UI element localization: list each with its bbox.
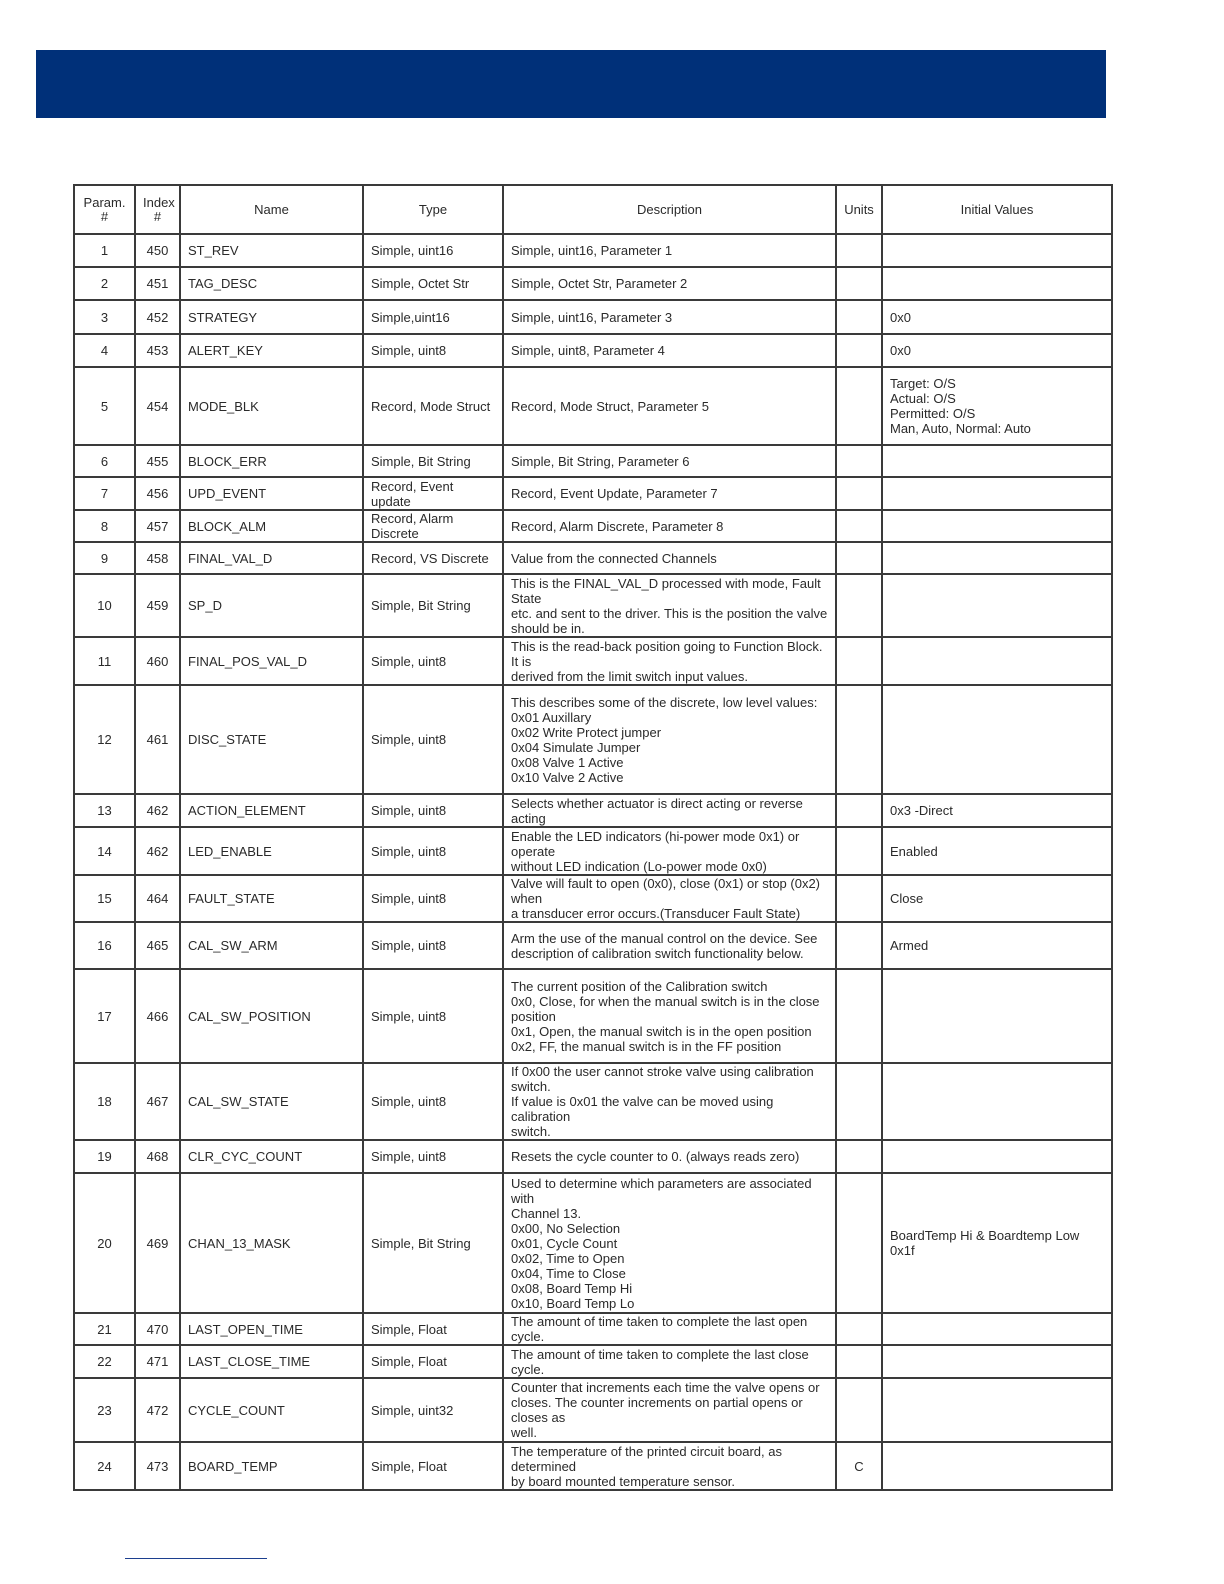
description-line: switch. xyxy=(511,1124,551,1139)
description-line: Channel 13. xyxy=(511,1205,582,1221)
cell-index: 457 xyxy=(135,510,180,542)
cell-index: 464 xyxy=(135,875,180,922)
cell-index: 471 xyxy=(135,1345,180,1378)
cell-name: FINAL_VAL_D xyxy=(180,542,363,574)
cell-units xyxy=(836,234,882,267)
initial-value-line: Man, Auto, Normal: Auto xyxy=(890,421,1031,436)
cell-param: 10 xyxy=(74,574,135,637)
description-line: The temperature of the printed circuit board, as determined xyxy=(511,1443,782,1474)
cell-description xyxy=(503,685,836,794)
header-type: Type xyxy=(363,185,503,234)
table-row xyxy=(74,1063,1112,1140)
cell-description xyxy=(503,875,836,922)
cell-index: 451 xyxy=(135,267,180,300)
header-description: Description xyxy=(503,185,836,234)
cell-description xyxy=(503,1063,836,1140)
cell-param: 22 xyxy=(74,1345,135,1378)
table-row xyxy=(74,367,1112,445)
description-line: Simple, uint8, Parameter 4 xyxy=(511,343,665,358)
cell-type: Simple, Float xyxy=(363,1313,503,1345)
cell-units xyxy=(836,922,882,969)
header-param xyxy=(74,185,135,234)
cell-units: C xyxy=(836,1442,882,1490)
footer-rule xyxy=(125,1558,267,1559)
cell-param: 11 xyxy=(74,637,135,685)
cell-units xyxy=(836,300,882,334)
cell-type: Simple, Bit String xyxy=(363,445,503,477)
cell-type: Simple, uint16 xyxy=(363,234,503,267)
cell-initial-values xyxy=(882,510,1112,542)
cell-initial-values xyxy=(882,574,1112,637)
cell-name: UPD_EVENT xyxy=(180,477,363,510)
cell-units xyxy=(836,542,882,574)
header-initial-values: Initial Values xyxy=(882,185,1112,234)
cell-param: 7 xyxy=(74,477,135,510)
cell-description xyxy=(503,234,836,267)
cell-type: Simple, uint8 xyxy=(363,334,503,367)
description-line: 0x02, Time to Open xyxy=(511,1250,625,1266)
cell-units xyxy=(836,875,882,922)
cell-units xyxy=(836,969,882,1063)
header-param-label: Param. # xyxy=(83,194,126,224)
cell-units xyxy=(836,1173,882,1313)
description-line: Simple, Bit String, Parameter 6 xyxy=(511,453,690,469)
cell-description xyxy=(503,922,836,969)
table-row xyxy=(74,477,1112,510)
cell-name: CAL_SW_STATE xyxy=(180,1063,363,1140)
cell-units xyxy=(836,1063,882,1140)
table-row xyxy=(74,510,1112,542)
cell-index: 465 xyxy=(135,922,180,969)
cell-type: Simple, Bit String xyxy=(363,574,503,637)
cell-description xyxy=(503,367,836,445)
cell-param: 3 xyxy=(74,300,135,334)
description-line: 0x10 Valve 2 Active xyxy=(511,769,624,785)
cell-initial-values xyxy=(882,1140,1112,1173)
header-units: Units xyxy=(836,185,882,234)
cell-description xyxy=(503,574,836,637)
description-line: should be in. xyxy=(511,620,585,636)
cell-name: BLOCK_ALM xyxy=(180,510,363,542)
description-line: Simple, Octet Str, Parameter 2 xyxy=(511,276,688,291)
cell-index: 450 xyxy=(135,234,180,267)
cell-units xyxy=(836,685,882,794)
cell-type: Simple,uint16 xyxy=(363,300,503,334)
cell-initial-values xyxy=(882,334,1112,367)
description-line: Selects whether actuator is direct acting or reverse acting xyxy=(511,795,803,826)
cell-units xyxy=(836,510,882,542)
description-line: This describes some of the discrete, low level values: xyxy=(511,694,818,710)
description-line: Record, Alarm Discrete, Parameter 8 xyxy=(511,518,724,534)
description-line: Record, Mode Struct, Parameter 5 xyxy=(511,398,709,414)
description-line: Value from the connected Channels xyxy=(511,550,717,566)
cell-description xyxy=(503,969,836,1063)
table-row xyxy=(74,300,1112,334)
description-line: 0x08, Board Temp Hi xyxy=(511,1280,633,1296)
cell-index: 470 xyxy=(135,1313,180,1345)
cell-type: Record, Event update xyxy=(363,477,503,510)
cell-param: 12 xyxy=(74,685,135,794)
cell-index: 458 xyxy=(135,542,180,574)
header-index xyxy=(135,185,180,234)
cell-name: LAST_CLOSE_TIME xyxy=(180,1345,363,1378)
cell-name: CHAN_13_MASK xyxy=(180,1173,363,1313)
cell-param: 9 xyxy=(74,542,135,574)
cell-units xyxy=(836,334,882,367)
cell-type: Simple, uint32 xyxy=(363,1378,503,1442)
cell-name: SP_D xyxy=(180,574,363,637)
description-line: position xyxy=(511,1008,556,1024)
cell-name: LED_ENABLE xyxy=(180,827,363,875)
parameter-table xyxy=(73,184,1113,1491)
cell-param: 23 xyxy=(74,1378,135,1442)
table-row xyxy=(74,922,1112,969)
cell-description xyxy=(503,1313,836,1345)
cell-initial-values xyxy=(882,445,1112,477)
cell-description xyxy=(503,827,836,875)
table-header-row xyxy=(74,185,1112,234)
table-row xyxy=(74,637,1112,685)
cell-param: 21 xyxy=(74,1313,135,1345)
cell-initial-values xyxy=(882,969,1112,1063)
cell-param: 13 xyxy=(74,794,135,827)
description-line: The amount of time taken to complete the last close cycle. xyxy=(511,1346,809,1377)
cell-initial-values xyxy=(882,875,1112,922)
cell-type: Record, VS Discrete xyxy=(363,542,503,574)
cell-param: 19 xyxy=(74,1140,135,1173)
cell-param: 17 xyxy=(74,969,135,1063)
cell-type: Simple, uint8 xyxy=(363,827,503,875)
initial-value-line: 0x1f xyxy=(890,1243,915,1258)
initial-value-line: Armed xyxy=(890,938,929,953)
cell-param: 24 xyxy=(74,1442,135,1490)
cell-description xyxy=(503,1140,836,1173)
cell-index: 455 xyxy=(135,445,180,477)
cell-name: LAST_OPEN_TIME xyxy=(180,1313,363,1345)
table-body xyxy=(74,234,1112,1490)
description-line: Arm the use of the manual control on the device. See xyxy=(511,930,818,946)
cell-index: 472 xyxy=(135,1378,180,1442)
description-line: Counter that increments each time the valve opens or xyxy=(511,1380,820,1395)
description-line: If 0x00 the user cannot stroke valve using calibration switch. xyxy=(511,1064,814,1094)
cell-index: 452 xyxy=(135,300,180,334)
table-row xyxy=(74,1442,1112,1490)
cell-param: 18 xyxy=(74,1063,135,1140)
initial-value-line: 0x3 -Direct xyxy=(890,803,953,818)
cell-type: Simple, Float xyxy=(363,1442,503,1490)
description-line: etc. and sent to the driver. This is the position the valve xyxy=(511,605,828,621)
description-line: Record, Event Update, Parameter 7 xyxy=(511,486,718,501)
header-name: Name xyxy=(180,185,363,234)
cell-index: 473 xyxy=(135,1442,180,1490)
cell-name: TAG_DESC xyxy=(180,267,363,300)
initial-value-line: BoardTemp Hi & Boardtemp Low xyxy=(890,1228,1080,1243)
cell-type: Record, Alarm Discrete xyxy=(363,510,503,542)
cell-description xyxy=(503,300,836,334)
cell-initial-values xyxy=(882,477,1112,510)
table-row xyxy=(74,267,1112,300)
cell-description xyxy=(503,1378,836,1442)
cell-description xyxy=(503,445,836,477)
cell-index: 460 xyxy=(135,637,180,685)
cell-name: FINAL_POS_VAL_D xyxy=(180,637,363,685)
cell-name: MODE_BLK xyxy=(180,367,363,445)
cell-index: 468 xyxy=(135,1140,180,1173)
cell-initial-values xyxy=(882,267,1112,300)
cell-description xyxy=(503,334,836,367)
cell-type: Simple, uint8 xyxy=(363,794,503,827)
table-row xyxy=(74,334,1112,367)
table-row xyxy=(74,1173,1112,1313)
cell-param: 5 xyxy=(74,367,135,445)
description-line: Enable the LED indicators (hi-power mode 0x1) or operate xyxy=(511,828,800,859)
cell-type: Simple, Float xyxy=(363,1345,503,1378)
cell-initial-values xyxy=(882,1378,1112,1442)
cell-type: Simple, uint8 xyxy=(363,1140,503,1173)
cell-initial-values xyxy=(882,1345,1112,1378)
cell-initial-values xyxy=(882,1063,1112,1140)
cell-description xyxy=(503,1173,836,1313)
cell-type: Record, Mode Struct xyxy=(363,367,503,445)
initial-value-line: 0x0 xyxy=(890,343,911,358)
cell-name: BLOCK_ERR xyxy=(180,445,363,477)
description-line: 0x1, Open, the manual switch is in the open position xyxy=(511,1023,812,1039)
header-index-label: Index # xyxy=(143,194,175,224)
cell-description xyxy=(503,542,836,574)
cell-description xyxy=(503,1442,836,1490)
cell-initial-values xyxy=(882,922,1112,969)
cell-param: 4 xyxy=(74,334,135,367)
cell-initial-values xyxy=(882,1313,1112,1345)
table-row xyxy=(74,794,1112,827)
cell-name: BOARD_TEMP xyxy=(180,1442,363,1490)
cell-type: Simple, Bit String xyxy=(363,1173,503,1313)
cell-index: 466 xyxy=(135,969,180,1063)
cell-type: Simple, uint8 xyxy=(363,685,503,794)
initial-value-line: Actual: O/S xyxy=(890,391,956,406)
header-bar xyxy=(36,50,1106,118)
cell-name: FAULT_STATE xyxy=(180,875,363,922)
description-line: 0x00, No Selection xyxy=(511,1220,621,1236)
description-line: 0x01 Auxillary xyxy=(511,709,592,725)
description-line: Simple, uint16, Parameter 3 xyxy=(511,309,673,325)
initial-value-line: Close xyxy=(890,891,924,906)
cell-description xyxy=(503,510,836,542)
cell-units xyxy=(836,477,882,510)
table-row xyxy=(74,542,1112,574)
cell-index: 469 xyxy=(135,1173,180,1313)
cell-index: 462 xyxy=(135,794,180,827)
cell-initial-values xyxy=(882,685,1112,794)
cell-param: 16 xyxy=(74,922,135,969)
cell-type: Simple, uint8 xyxy=(363,637,503,685)
table-row xyxy=(74,1140,1112,1173)
cell-units xyxy=(836,1378,882,1442)
description-line: without LED indication (Lo-power mode 0x0) xyxy=(511,858,767,874)
initial-value-line: Target: O/S xyxy=(890,376,956,391)
cell-initial-values xyxy=(882,794,1112,827)
cell-param: 14 xyxy=(74,827,135,875)
initial-value-line: 0x0 xyxy=(890,309,911,325)
table-row xyxy=(74,234,1112,267)
table-row xyxy=(74,875,1112,922)
cell-type: Simple, Octet Str xyxy=(363,267,503,300)
description-line: description of calibration switch functionality below. xyxy=(511,945,804,961)
description-line: 0x10, Board Temp Lo xyxy=(511,1295,635,1311)
table-row xyxy=(74,827,1112,875)
table-row xyxy=(74,969,1112,1063)
cell-units xyxy=(836,1140,882,1173)
cell-param: 2 xyxy=(74,267,135,300)
description-line: 0x08 Valve 1 Active xyxy=(511,754,624,770)
description-line: The amount of time taken to complete the last open cycle. xyxy=(511,1314,808,1344)
cell-type: Simple, uint8 xyxy=(363,875,503,922)
cell-param: 6 xyxy=(74,445,135,477)
cell-description xyxy=(503,267,836,300)
cell-index: 454 xyxy=(135,367,180,445)
cell-index: 459 xyxy=(135,574,180,637)
cell-initial-values xyxy=(882,1173,1112,1313)
description-line: 0x02 Write Protect jumper xyxy=(511,724,662,740)
cell-type: Simple, uint8 xyxy=(363,969,503,1063)
cell-description xyxy=(503,477,836,510)
cell-units xyxy=(836,574,882,637)
cell-index: 467 xyxy=(135,1063,180,1140)
table-row xyxy=(74,1313,1112,1345)
cell-param: 1 xyxy=(74,234,135,267)
cell-param: 20 xyxy=(74,1173,135,1313)
description-line: 0x01, Cycle Count xyxy=(511,1235,618,1251)
cell-name: ACTION_ELEMENT xyxy=(180,794,363,827)
cell-initial-values xyxy=(882,367,1112,445)
description-line: derived from the limit switch input values. xyxy=(511,668,748,684)
cell-initial-values xyxy=(882,300,1112,334)
description-line: Used to determine which parameters are associated with xyxy=(511,1175,812,1206)
cell-initial-values xyxy=(882,542,1112,574)
cell-index: 453 xyxy=(135,334,180,367)
cell-name: CAL_SW_ARM xyxy=(180,922,363,969)
description-line: 0x04, Time to Close xyxy=(511,1265,626,1281)
cell-initial-values xyxy=(882,827,1112,875)
description-line: a transducer error occurs.(Transducer Fault State) xyxy=(511,906,801,921)
description-line: This is the read-back position going to Function Block. It is xyxy=(511,638,823,669)
cell-units xyxy=(836,1313,882,1345)
cell-index: 462 xyxy=(135,827,180,875)
description-line: 0x0, Close, for when the manual switch is in the close xyxy=(511,993,820,1009)
table-row xyxy=(74,1378,1112,1442)
cell-index: 456 xyxy=(135,477,180,510)
cell-name: CLR_CYC_COUNT xyxy=(180,1140,363,1173)
cell-name: DISC_STATE xyxy=(180,685,363,794)
cell-initial-values xyxy=(882,234,1112,267)
cell-description xyxy=(503,794,836,827)
description-line: by board mounted temperature sensor. xyxy=(511,1473,736,1489)
description-line: The current position of the Calibration switch xyxy=(511,978,768,994)
description-line: 0x04 Simulate Jumper xyxy=(511,739,641,755)
cell-type: Simple, uint8 xyxy=(363,922,503,969)
initial-value-line: Permitted: O/S xyxy=(890,406,976,421)
table-row xyxy=(74,445,1112,477)
cell-name: CYCLE_COUNT xyxy=(180,1378,363,1442)
cell-units xyxy=(836,827,882,875)
description-line: If value is 0x01 the valve can be moved using calibration xyxy=(511,1094,774,1124)
description-line: well. xyxy=(511,1425,538,1440)
description-line: This is the FINAL_VAL_D processed with mode, Fault State xyxy=(511,575,821,606)
cell-units xyxy=(836,267,882,300)
description-line: Simple, uint16, Parameter 1 xyxy=(511,243,673,258)
description-line: Valve will fault to open (0x0), close (0x1) or stop (0x2) when xyxy=(511,876,821,906)
cell-index: 461 xyxy=(135,685,180,794)
cell-initial-values xyxy=(882,637,1112,685)
description-line: Resets the cycle counter to 0. (always reads zero) xyxy=(511,1149,800,1164)
cell-description xyxy=(503,1345,836,1378)
cell-type: Simple, uint8 xyxy=(363,1063,503,1140)
cell-initial-values xyxy=(882,1442,1112,1490)
description-line: 0x2, FF, the manual switch is in the FF position xyxy=(511,1038,782,1054)
cell-units xyxy=(836,794,882,827)
table-row xyxy=(74,1345,1112,1378)
cell-units xyxy=(836,637,882,685)
cell-description xyxy=(503,637,836,685)
table-row xyxy=(74,574,1112,637)
cell-param: 8 xyxy=(74,510,135,542)
cell-name: ALERT_KEY xyxy=(180,334,363,367)
initial-value-line: Enabled xyxy=(890,843,938,859)
cell-units xyxy=(836,445,882,477)
cell-units xyxy=(836,367,882,445)
cell-name: CAL_SW_POSITION xyxy=(180,969,363,1063)
table-row xyxy=(74,685,1112,794)
cell-units xyxy=(836,1345,882,1378)
cell-name: STRATEGY xyxy=(180,300,363,334)
cell-param: 15 xyxy=(74,875,135,922)
cell-name: ST_REV xyxy=(180,234,363,267)
description-line: closes. The counter increments on partial opens or closes as xyxy=(511,1395,803,1425)
